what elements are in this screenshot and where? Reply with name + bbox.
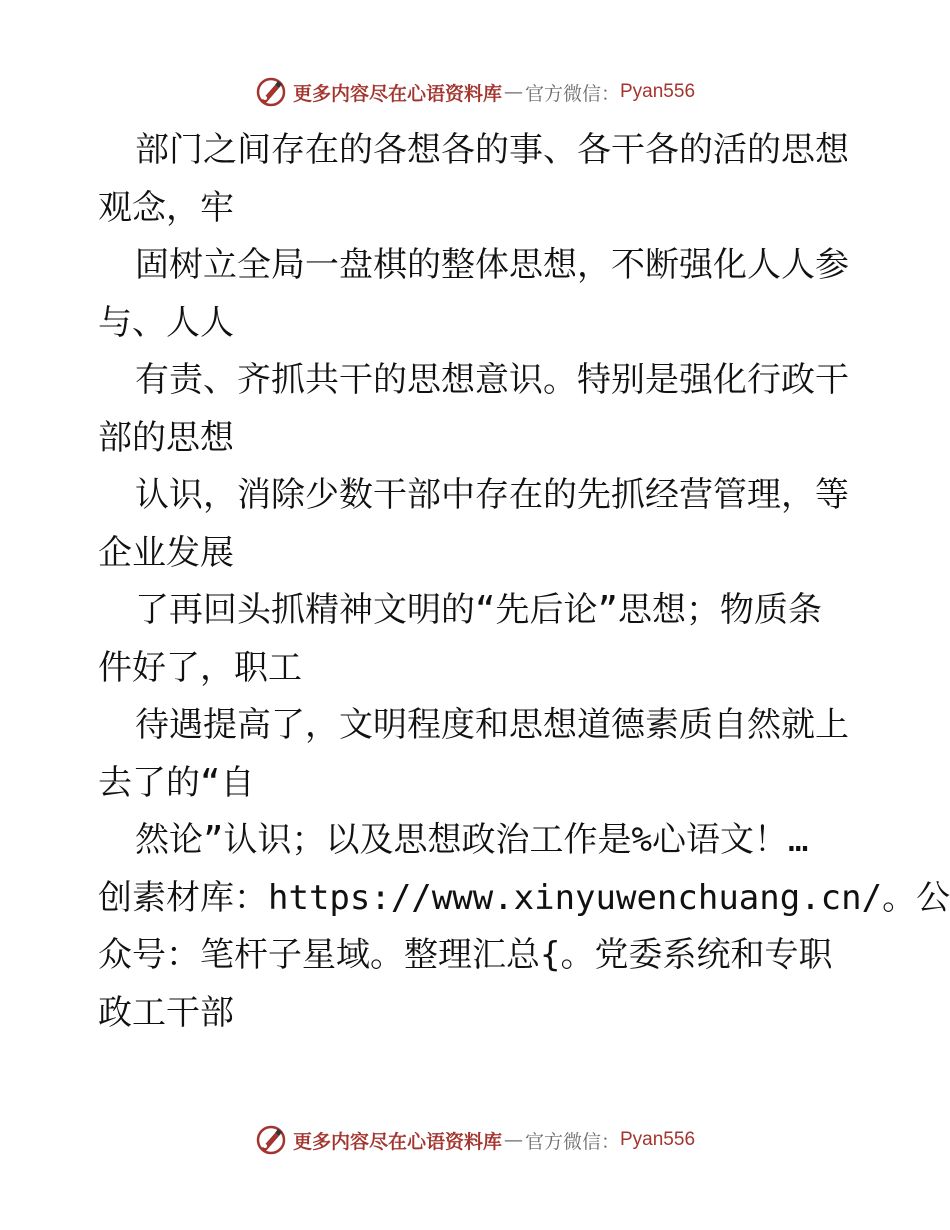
body-line: 待遇提高了，文明程度和思想道德素质自然就上 [135, 705, 849, 745]
body-line: 政工干部 [98, 992, 234, 1033]
footer-watermark [0, 1120, 950, 1160]
body-line: 与、人人 [98, 302, 234, 343]
body-line: 去了的“自 [98, 762, 255, 803]
body-line: 然论”认识；以及思想政治工作是%心语文！… [135, 820, 809, 860]
header-watermark [0, 72, 950, 112]
body-line: 固树立全局一盘棋的整体思想，不断强化人人参 [135, 245, 849, 285]
header-wechat-id: Pyan556 [620, 81, 696, 102]
body-line: 件好了，职工 [98, 647, 302, 688]
footer-wechat-id: Pyan556 [620, 1129, 696, 1150]
body-line: 认识，消除少数干部中存在的先抓经营管理，等 [135, 475, 849, 515]
header-wechat-label: 官方微信： [524, 82, 620, 105]
pen-logo-icon [255, 1124, 287, 1156]
body-line: 部的思想 [98, 417, 234, 458]
footer-dash: — [503, 1129, 523, 1151]
footer-wechat-label: 官方微信： [524, 1130, 620, 1153]
body-line: 企业发展 [98, 532, 234, 573]
header-dash: — [503, 81, 523, 103]
body-line: 部门之间存在的各想各的事、各干各的活的思想 [135, 130, 849, 170]
document-body [98, 122, 950, 1042]
body-line: 观念，牢 [98, 187, 234, 228]
footer-brand: 更多内容尽在心语资料库 [292, 1130, 502, 1153]
body-line: 了再回头抓精神文明的“先后论”思想；物质条 [135, 590, 822, 630]
body-line: 创素材库：https://www.xinyuwenchuang.cn/。公 [98, 877, 950, 918]
pen-logo-icon [255, 76, 287, 108]
body-line: 有责、齐抓共干的思想意识。特别是强化行政干 [135, 360, 849, 400]
header-brand: 更多内容尽在心语资料库 [292, 82, 502, 105]
body-line: 众号：笔杆子星域。整理汇总{。党委系统和专职 [98, 935, 833, 975]
